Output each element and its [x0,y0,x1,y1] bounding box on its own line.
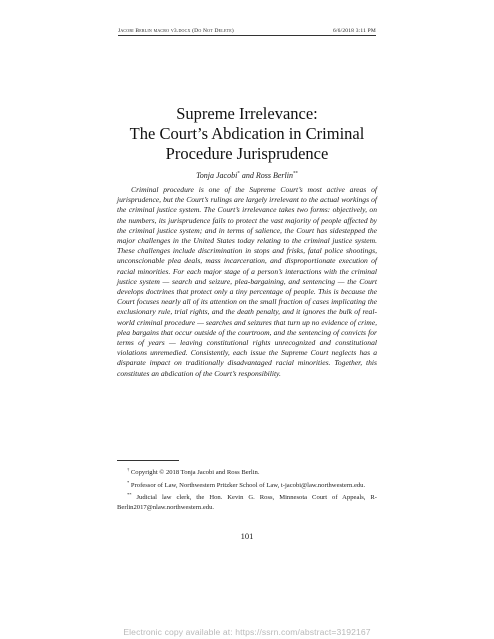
footnote-text: Professor of Law, Northwestern Pritzker School of Law, t-jacobi@law.northwestern.edu. [130,481,366,489]
ssrn-watermark: Electronic copy available at: https://ssrn.com/abstract=3192167 [123,627,371,637]
footnote-mark: † [127,467,130,472]
footnote-copyright [117,465,377,478]
footnotes [117,465,377,512]
author-2-footnote-mark: ** [292,171,298,177]
footnote-author-1 [117,478,377,491]
author-1-name: Tonja Jacobi [196,171,238,180]
footnote-mark: ** [127,492,132,498]
footnote-mark: * [127,479,130,485]
header-right-text: 6/6/2018 3:11 PM [332,28,376,34]
author-2-name: Ross Berlin [255,171,293,180]
abstract-paragraph: Criminal procedure is one of the Supreme Court’s most active areas of jurisprudence, but the Court’s rulings are largely irrelevant to the actual workings of the criminal justice system. The Court’s irrelevance takes two forms: objectively, on the numbers, its jurisprudence fails to protect the vast majority of people affected by the criminal justice system; and in terms of salience, the Court has sidestepped the major challenges in the United States today relating to the criminal justice system. These challenges include discrimination in stops and frisks, fatal police shootings, unconscionable plea deals, mass incarceration, and disproportionate execution of racial minorities. For each major stage of a person’s interactions with the criminal justice system — search and seizure, plea-bargaining, and sentencing — the Court develops doctrines that protect only a tiny percentage of people. This is because the Court focuses nearly all of its attention on the small fraction of cases implicating the exclusionary rule, trial rights, and the death penalty, and it ignores the bulk of real-world criminal procedure — searches and seizures that turn up no evidence of crime, plea bargains that occur outside of the courtroom, and the sentencing of convicts for terms of years — leaving constitutional rights unrecognized and constitutional violations unremedied. Consistently, each issue the Supreme Court neglects has a disparate impact on traditionally disadvantaged racial minorities. Together, this constitutes an abdication of the Court’s responsibility. [117,185,377,378]
author-line [100,171,394,180]
title-line-1: Supreme Irrelevance: [176,104,318,123]
footnote-text: Copyright © 2018 Tonja Jacobi and Ross Berlin. [130,469,260,477]
article-title [100,104,394,164]
footnote-text: Judicial law clerk, the Hon. Kevin G. Ross, Minnesota Court of Appeals, R-Berlin2017@nlaw.northwestern.edu. [117,494,377,511]
title-line-3: Procedure Jurisprudence [165,144,329,163]
footnote-separator [117,460,179,461]
author-1-footnote-mark: * [237,171,240,177]
footnote-author-2 [117,490,377,512]
header-left-text: Jacobi Berlin macro v3.docx (Do Not Delete) [118,28,234,34]
running-header [118,28,376,36]
title-line-2: The Court’s Abdication in Criminal [129,124,365,143]
author-connector: and [239,171,256,180]
page-number: 101 [240,531,254,541]
